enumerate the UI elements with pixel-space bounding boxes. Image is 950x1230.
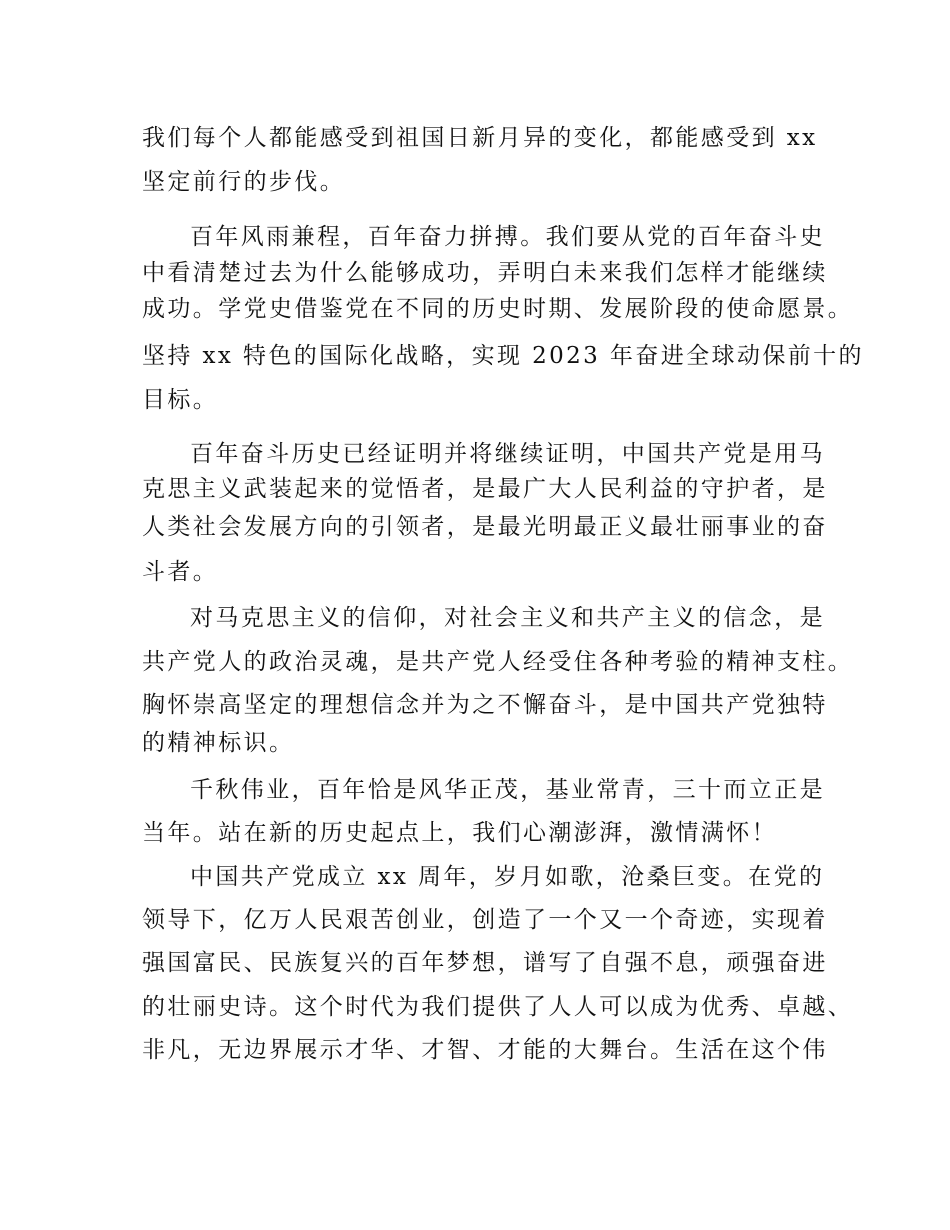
text-line: 胸怀崇高坚定的理想信念并为之不懈奋斗，是中国共产党独特 — [142, 692, 828, 718]
text-line: 强国富民、民族复兴的百年梦想，谱写了自强不息，顽强奋进 — [142, 950, 828, 976]
text-line: 坚持 xx 特色的国际化战略，实现 2023 年奋进全球动保前十的 — [142, 343, 864, 369]
text-line: 克思主义武装起来的觉悟者，是最广大人民利益的守护者，是 — [142, 476, 828, 502]
text-line: 斗者。 — [142, 559, 219, 585]
paragraph-start-line: 中国共产党成立 xx 周年，岁月如歌，沧桑巨变。在党的 — [190, 864, 825, 890]
text-line: 成功。学党史借鉴党在不同的历史时期、发展阶段的使命愿景。 — [142, 296, 854, 322]
text-line: 中看清楚过去为什么能够成功，弄明白未来我们怎样才能继续 — [142, 260, 828, 286]
text-line: 的壮丽史诗。这个时代为我们提供了人人可以成为优秀、卓越、 — [142, 994, 854, 1020]
paragraph-start-line: 对马克思主义的信仰，对社会主义和共产主义的信念，是 — [190, 605, 825, 631]
paragraph-start-line: 百年风雨兼程，百年奋力拼搏。我们要从党的百年奋斗史 — [190, 224, 825, 250]
text-line: 非凡，无边界展示才华、才智、才能的大舞台。生活在这个伟 — [142, 1037, 828, 1063]
text-line: 人类社会发展方向的引领者，是最光明最正义最壮丽事业的奋 — [142, 514, 828, 540]
text-line: 的精神标识。 — [142, 730, 295, 756]
text-line: 目标。 — [142, 387, 219, 413]
text-line: 共产党人的政治灵魂，是共产党人经受住各种考验的精神支柱。 — [142, 649, 854, 675]
text-line: 我们每个人都能感受到祖国日新月异的变化，都能感受到 xx — [142, 125, 818, 151]
text-line: 当年。站在新的历史起点上，我们心潮澎湃，激情满怀！ — [142, 820, 777, 846]
paragraph-start-line: 千秋伟业，百年恰是风华正茂，基业常青，三十而立正是 — [190, 777, 825, 803]
paragraph-start-line: 百年奋斗历史已经证明并将继续证明，中国共产党是用马 — [190, 441, 825, 467]
text-line: 坚定前行的步伐。 — [142, 169, 346, 195]
text-line: 领导下，亿万人民艰苦创业，创造了一个又一个奇迹，实现着 — [142, 907, 828, 933]
